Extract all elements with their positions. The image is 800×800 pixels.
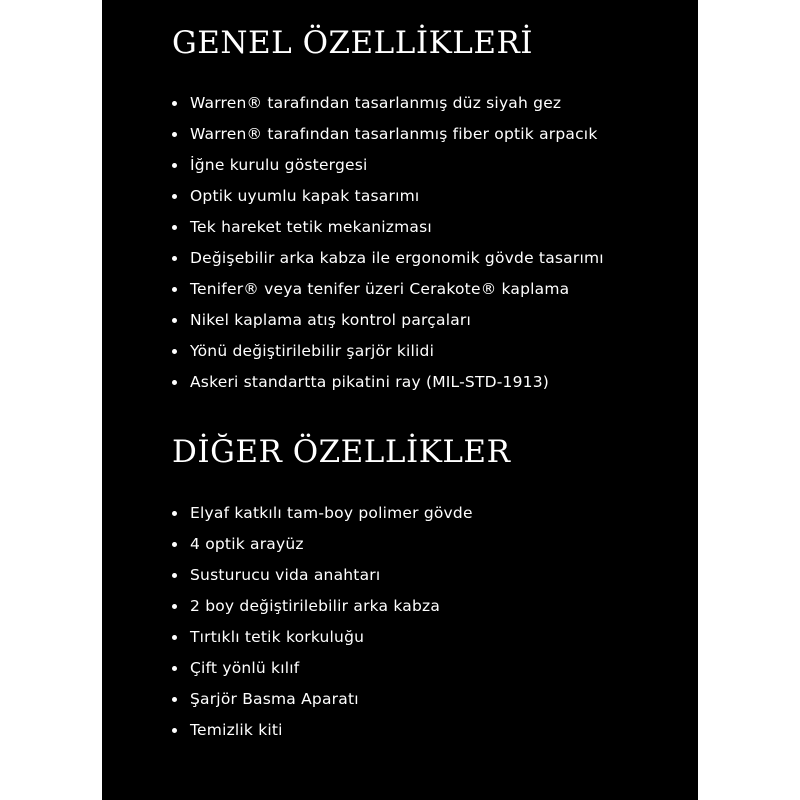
- bullet-icon: [172, 604, 177, 609]
- bullet-icon: [172, 225, 177, 230]
- list-item: [172, 274, 604, 305]
- list-item: [172, 119, 604, 150]
- list-item-text: Temizlik kiti: [190, 721, 283, 739]
- list-item: [172, 367, 604, 398]
- list-item: [172, 622, 473, 653]
- list-item: [172, 336, 604, 367]
- list-item: [172, 181, 604, 212]
- general-features-list: [172, 88, 604, 398]
- bullet-icon: [172, 635, 177, 640]
- list-item: [172, 150, 604, 181]
- list-item: [172, 529, 473, 560]
- list-item: [172, 591, 473, 622]
- list-item: [172, 684, 473, 715]
- list-item-text: Çift yönlü kılıf: [190, 659, 300, 677]
- list-item: [172, 715, 473, 746]
- list-item: [172, 560, 473, 591]
- list-item-text: Warren® tarafından tasarlanmış düz siyah gez: [190, 94, 562, 112]
- list-item: [172, 88, 604, 119]
- bullet-icon: [172, 542, 177, 547]
- bullet-icon: [172, 318, 177, 323]
- bullet-icon: [172, 101, 177, 106]
- list-item-text: Tek hareket tetik mekanizması: [190, 218, 432, 236]
- list-item-text: 2 boy değiştirilebilir arka kabza: [190, 597, 441, 615]
- other-features-heading: DİĞER ÖZELLİKLER: [172, 434, 511, 470]
- list-item: [172, 243, 604, 274]
- bullet-icon: [172, 511, 177, 516]
- list-item-text: Yönü değiştirilebilir şarjör kilidi: [190, 342, 435, 360]
- list-item-text: İğne kurulu göstergesi: [190, 156, 368, 174]
- bullet-icon: [172, 349, 177, 354]
- list-item-text: Askeri standartta pikatini ray (MIL-STD-1913): [190, 373, 550, 391]
- bullet-icon: [172, 194, 177, 199]
- bullet-icon: [172, 728, 177, 733]
- list-item: [172, 305, 604, 336]
- list-item-text: Optik uyumlu kapak tasarımı: [190, 187, 420, 205]
- list-item-text: Şarjör Basma Aparatı: [190, 690, 359, 708]
- list-item-text: 4 optik arayüz: [190, 535, 304, 553]
- spec-sheet-panel: [102, 0, 698, 800]
- list-item: [172, 212, 604, 243]
- bullet-icon: [172, 697, 177, 702]
- general-features-heading: GENEL ÖZELLİKLERİ: [172, 25, 534, 61]
- bullet-icon: [172, 573, 177, 578]
- bullet-icon: [172, 380, 177, 385]
- list-item-text: Değişebilir arka kabza ile ergonomik gövde tasarımı: [190, 249, 604, 267]
- bullet-icon: [172, 132, 177, 137]
- other-features-list: [172, 498, 473, 746]
- list-item-text: Nikel kaplama atış kontrol parçaları: [190, 311, 471, 329]
- bullet-icon: [172, 256, 177, 261]
- list-item-text: Warren® tarafından tasarlanmış fiber optik arpacık: [190, 125, 598, 143]
- list-item-text: Tenifer® veya tenifer üzeri Cerakote® kaplama: [190, 280, 570, 298]
- bullet-icon: [172, 666, 177, 671]
- bullet-icon: [172, 163, 177, 168]
- bullet-icon: [172, 287, 177, 292]
- list-item: [172, 498, 473, 529]
- list-item-text: Tırtıklı tetik korkuluğu: [190, 628, 365, 646]
- list-item: [172, 653, 473, 684]
- list-item-text: Elyaf katkılı tam-boy polimer gövde: [190, 504, 473, 522]
- list-item-text: Susturucu vida anahtarı: [190, 566, 381, 584]
